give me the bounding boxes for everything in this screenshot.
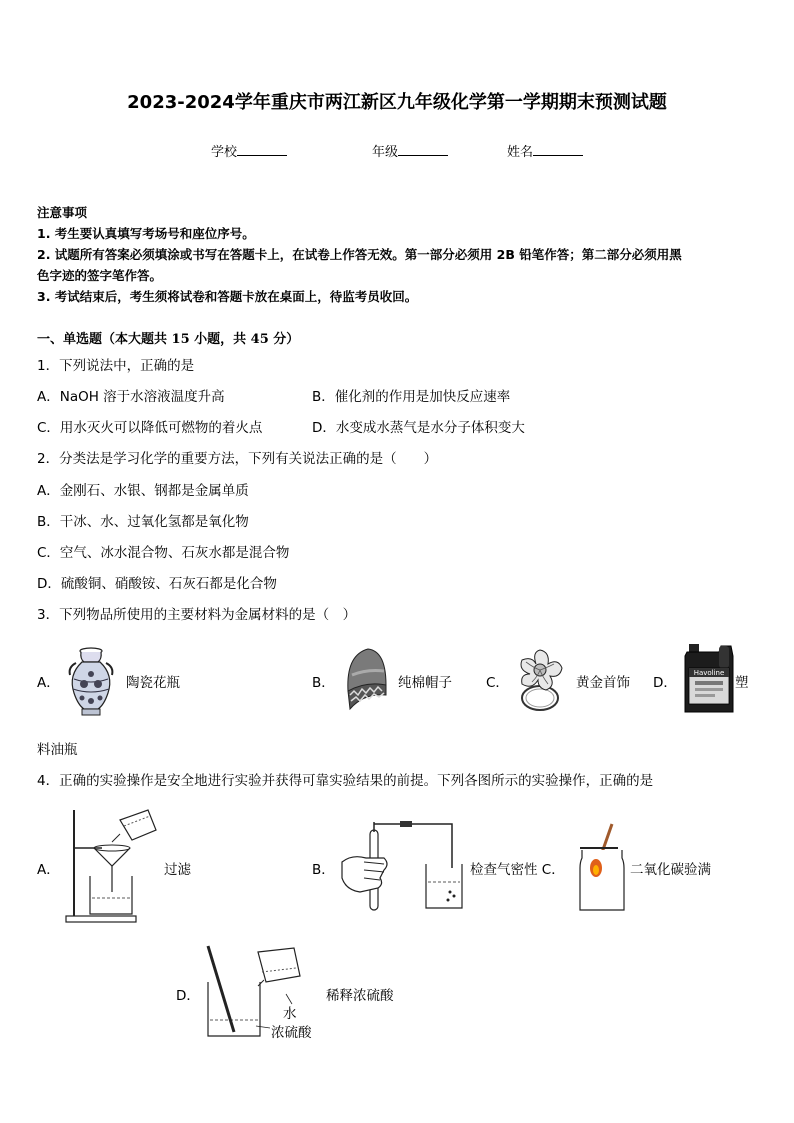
option-label: 检查气密性 C． bbox=[470, 862, 565, 878]
grade-field[interactable] bbox=[372, 141, 448, 160]
filtration-apparatus-image bbox=[62, 800, 162, 926]
option-label: 过滤 bbox=[164, 862, 191, 878]
question-stem: 3．下列物品所使用的主要材料为金属材料的是（ ） bbox=[37, 607, 357, 623]
option-b[interactable]: B．催化剂的作用是加快反应速率 bbox=[312, 389, 511, 405]
school-label: 学校 bbox=[211, 145, 238, 160]
option-d[interactable]: D．硫酸铜、硝酸铵、石灰石都是化合物 bbox=[37, 576, 277, 592]
option-d[interactable]: D． bbox=[176, 988, 200, 1004]
option-c[interactable]: C． bbox=[486, 675, 509, 691]
option-d[interactable]: D． bbox=[653, 675, 677, 691]
name-field[interactable] bbox=[507, 141, 583, 160]
option-a[interactable]: A．NaOH 溶于水溶液温度升高 bbox=[37, 389, 225, 405]
option-label: 纯棉帽子 bbox=[398, 675, 452, 691]
question-stem: 1．下列说法中，正确的是 bbox=[37, 358, 195, 374]
water-label: 水 bbox=[283, 1006, 297, 1022]
option-c[interactable]: C．用水灭火可以降低可燃物的着火点 bbox=[37, 420, 263, 436]
grade-label: 年级 bbox=[372, 145, 399, 160]
section-heading: 一、单选题（本大题共 15 小题，共 45 分） bbox=[37, 332, 300, 347]
option-label: 陶瓷花瓶 bbox=[126, 675, 180, 691]
notice-item: 1. 考生要认真填写考场号和座位序号。 bbox=[37, 226, 255, 241]
ceramic-vase-image bbox=[62, 645, 120, 717]
option-a[interactable]: A． bbox=[37, 862, 60, 878]
option-a[interactable]: A． bbox=[37, 675, 60, 691]
option-d[interactable]: D．水变成水蒸气是水分子体积变大 bbox=[312, 420, 525, 436]
notice-heading: 注意事项 bbox=[37, 205, 88, 220]
option-b[interactable]: B．干冰、水、过氧化氢都是氧化物 bbox=[37, 514, 249, 530]
option-label: 黄金首饰 bbox=[576, 675, 630, 691]
option-label: 稀释浓硫酸 bbox=[326, 988, 394, 1004]
airtightness-check-image bbox=[340, 818, 470, 913]
option-c[interactable]: C．空气、冰水混合物、石灰水都是混合物 bbox=[37, 545, 290, 561]
acid-label: 浓硫酸 bbox=[271, 1025, 312, 1041]
cotton-hat-image bbox=[342, 645, 390, 713]
page-title: 2023-2024学年重庆市两江新区九年级化学第一学期期末预测试题 bbox=[127, 92, 667, 113]
question-stem: 2．分类法是学习化学的重要方法，下列有关说法正确的是（ ） bbox=[37, 451, 438, 467]
name-blank[interactable] bbox=[533, 143, 583, 156]
notice-item: 2. 试题所有答案必须填涂或书写在答题卡上，在试卷上作答无效。第一部分必须用 2B 铅笔作答；第二部分必须用黑 bbox=[37, 247, 682, 262]
school-blank[interactable] bbox=[237, 143, 287, 156]
option-label-wrap: 料油瓶 bbox=[37, 742, 78, 758]
question-stem: 4．正确的实验操作是安全地进行实验并获得可靠实验结果的前提。下列各图所示的实验操作，正确的是 bbox=[37, 773, 654, 789]
bottle-brand-text: Havoline bbox=[693, 669, 725, 677]
name-label: 姓名 bbox=[507, 145, 534, 160]
option-b[interactable]: B． bbox=[312, 675, 335, 691]
option-label: 二氧化碳验满 bbox=[630, 862, 711, 878]
plastic-oil-bottle-image bbox=[683, 642, 735, 714]
grade-blank[interactable] bbox=[398, 143, 448, 156]
option-label: 塑 bbox=[735, 675, 749, 691]
notice-item: 色字迹的签字笔作答。 bbox=[37, 268, 163, 283]
co2-full-check-image bbox=[572, 822, 632, 914]
option-a[interactable]: A．金刚石、水银、钢都是金属单质 bbox=[37, 483, 249, 499]
option-b[interactable]: B． bbox=[312, 862, 335, 878]
notice-item: 3. 考试结束后，考生须将试卷和答题卡放在桌面上，待监考员收回。 bbox=[37, 289, 418, 304]
school-field[interactable] bbox=[211, 141, 287, 160]
gold-jewelry-image bbox=[512, 642, 570, 716]
